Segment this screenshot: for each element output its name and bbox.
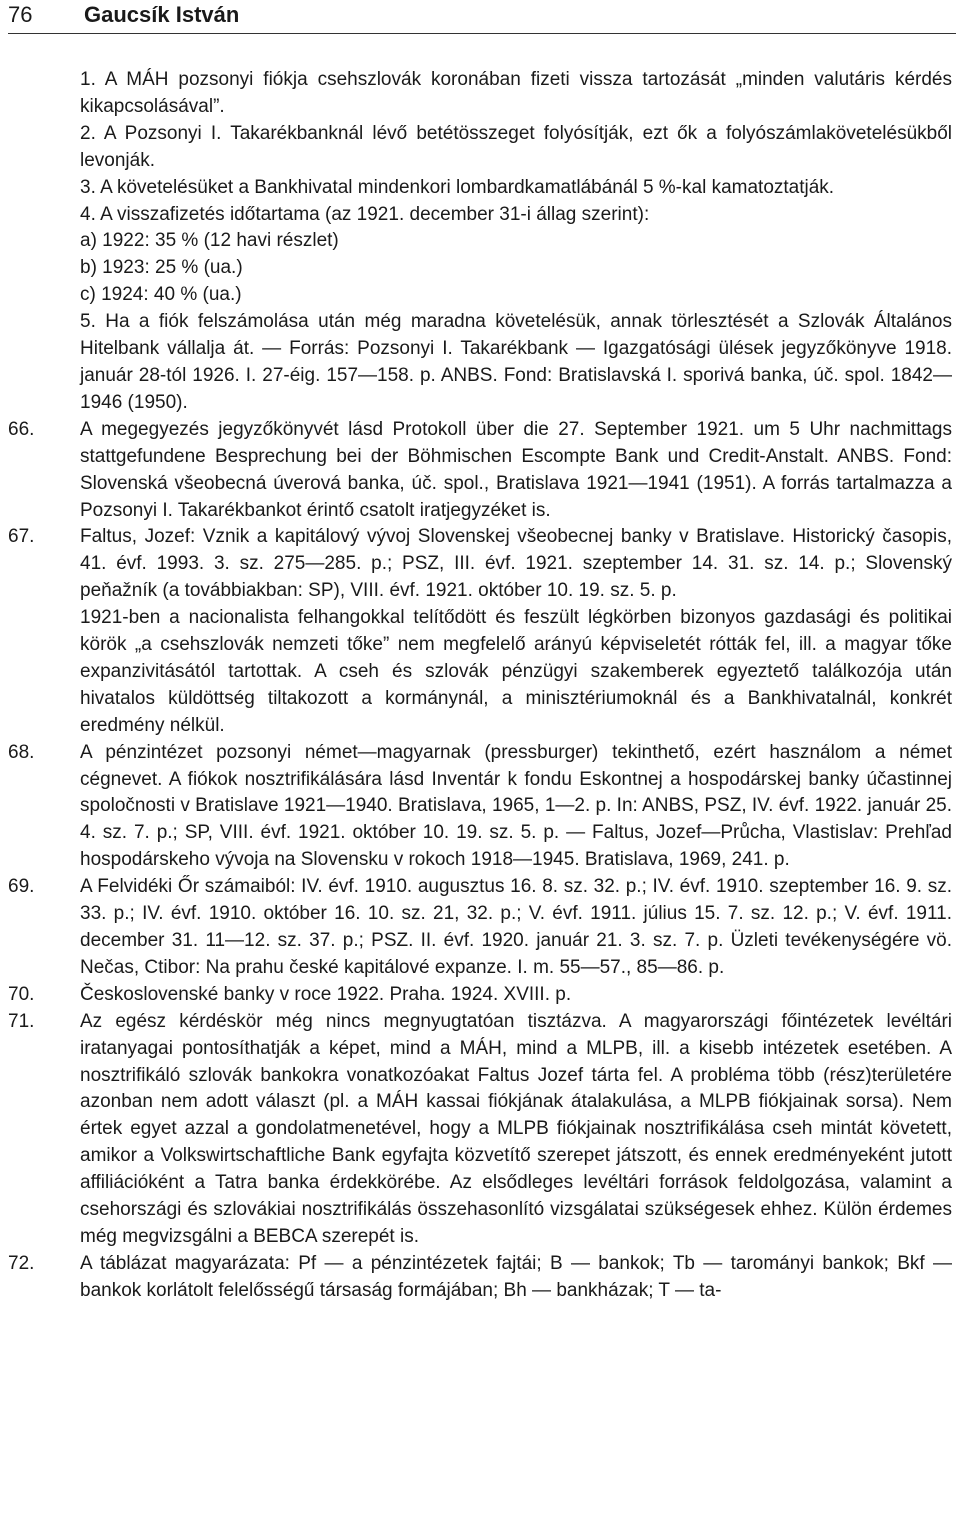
- header-rule: [8, 33, 956, 34]
- footnotes-body: [8, 67, 952, 1305]
- footnote-65-item: c) 1924: 40 % (ua.): [80, 284, 242, 306]
- footnote-text: A megegyezés jegyzőkönyvét lásd Protokoll über die 27. September 1921. um 5 Uhr nachmittags stattgefundene Besprechung bei der Böhmischen Escompte Bank und Credit-Anstalt. ANBS. Fond: Slovenská všeobecná úverová banka, úč. spol., Bratislava 1921—1941 (1951). A forrás tartalmazza a Pozsonyi I. Takarékbankot érintő csatolt iratjegyzéket is.: [80, 418, 952, 521]
- running-head-author: Gaucsík István: [84, 2, 240, 27]
- footnote-65-item: 1. A MÁH pozsonyi fiókja csehszlovák koronában fizeti vissza tartozását „minden valutáris kérdés kikapcsolásával”.: [80, 69, 952, 117]
- footnote-text: Faltus, Jozef: Vznik a kapitálový vývoj Slovenskej všeobecnej banky v Bratislave. Historický časopis, 41. évf. 1993. 3. sz. 275—285. p.; PSZ, III. évf. 1921. szeptember 14. 31. sz. 14. p.; Slovenský peňažník (a továbbiakban: SP), VIII. évf. 1921. október 10. 19. sz. 5. p.: [80, 526, 952, 602]
- footnote-65-item: b) 1923: 25 % (ua.): [80, 257, 243, 279]
- footnote-number: 70.: [8, 983, 35, 1005]
- footnote-text: Az egész kérdéskör még nincs megnyugtatóan tisztázva. A magyarországi főintézetek levéltári iratanyagai pontosíthatják a képet, mind a MÁH, mind a MLPB, ill. a kisebb intézetek esetében. A nosztrifikáló szlovák bankokra vonatkozóakat Faltus Jozef tárta fel. A probléma több (rész)területére azonban nem adott választ (pl. a MÁH kassai fiókjának átalakulása, a MLPB fiókjainak sorsa). Nem értek egyet azzal a gondolatmenetével, hogy a MLPB fiókjainak nosztrifikálása cseh mintát követett, amikor a Volkswirtschaftliche Bank egyfajta közvetítő szerepet játszott, és ennek eredményeként jutott affiliációként a Tatra banka érdekkörébe. Az elsődleges levéltári források feldolgozása, valamint a csehországi és szlovákiai nosztrifikálás összehasonlító vizsgálatai szükségesek ehhez. Külön érdemes még megvizsgálni a BEBCA szerepét is.: [80, 1010, 952, 1247]
- footnote-71: [8, 1009, 952, 1251]
- footnote-number: 68.: [8, 741, 35, 763]
- footnote-65-item: 2. A Pozsonyi I. Takarékbanknál lévő betétösszeget folyósítják, ezt ők a folyószámlakövetelésükből levonják.: [80, 122, 952, 171]
- footnote-65-item: a) 1922: 35 % (12 havi részlet): [80, 230, 339, 252]
- footnote-text: A pénzintézet pozsonyi német—magyarnak (pressburger) tekinthető, ezért használom a német cégnevet. A fiókok nosztrifikálására lásd Inventár k fondu Eskontnej a hospodárskej banky účastinnej spoločnosti v Bratislave 1921—1940. Bratislava, 1965, 1—2. p. In: ANBS, PSZ, IV. évf. 1922. január 25. 4. sz. 7. p.; SP, VIII. évf. 1921. október 10. 19. sz. 5. p. — Faltus, Jozef—Průcha, Vlastislav: Prehľad hospodárskeho vývoja na Slovensku v rokoch 1918—1945. Bratislava, 1969, 241. p.: [80, 741, 952, 871]
- footnote-text: Československé banky v roce 1922. Praha. 1924. XVIII. p.: [80, 983, 572, 1005]
- footnote-65-continued: [8, 67, 952, 417]
- footnote-number: 69.: [8, 876, 35, 898]
- footnote-67: [8, 524, 952, 739]
- footnote-65-item: 3. A követelésüket a Bankhivatal mindenkori lombardkamatlábánál 5 %-kal kamatoztatják.: [80, 176, 835, 198]
- footnote-number: 66.: [8, 418, 35, 440]
- footnote-number: 72.: [8, 1252, 35, 1274]
- footnote-66: [8, 417, 952, 525]
- footnote-number: 67.: [8, 526, 35, 548]
- footnote-69: [8, 874, 952, 982]
- footnote-65-item: 4. A visszafizetés időtartama (az 1921. december 31-i állag szerint):: [80, 203, 650, 225]
- footnote-text: A Felvidéki Őr számaiból: IV. évf. 1910. augusztus 16. 8. sz. 32. p.; IV. évf. 1910. szeptember 16. 9. sz. 33. p.; IV. évf. 1910. október 16. 10. sz. 21, 32. p.; V. évf. 1911. július 15. 7. sz. 12. p.; V. évf. 1911. december 31. 11—12. sz. 37. p.; PSZ. II. évf. 1920. január 21. 3. sz. 7. p. Üzleti tevékenységére vö. Nečas, Ctibor: Na prahu české kapitálové expanze. I. m. 55—57., 85—86. p.: [80, 876, 952, 978]
- footnote-number: 71.: [8, 1010, 35, 1032]
- page-number: 76: [8, 2, 33, 27]
- footnote-68: [8, 740, 952, 875]
- footnote-72: [8, 1251, 952, 1305]
- page-header: [8, 0, 956, 34]
- footnote-65-item: 5. Ha a fiók felszámolása után még maradna követelésük, annak törlesztését a Szlovák Általános Hitelbank vállalja át. — Forrás: Pozsonyi I. Takarékbank — Igazgatósági ülések jegyzőkönyve 1918. január 28-tól 1926. I. 27-éig. 157—158. p. ANBS. Fond: Bratislavská I. sporivá banka, úč. spol. 1842—1946 (1950).: [80, 311, 952, 413]
- footnote-text: 1921-ben a nacionalista felhangokkal telítődött és feszült légkörben bizonyos gazdasági és politikai körök „a csehszlovák nemzeti tőke” nem megfelelő arányú képviseletét rótták fel, ill. a magyar tőke expanzivitásától tartottak. A cseh és szlovák pénzügyi szakemberek egyeztető találkozója után hivatalos küldöttség tiltakozott a kormánynál, a minisztériumoknál és a Bankhivatalnál, konkrét eredmény nélkül.: [80, 607, 952, 736]
- footnote-70: [8, 982, 952, 1009]
- footnote-text: A táblázat magyarázata: Pf — a pénzintézetek fajtái; B — bankok; Tb — tarományi bankok; Bkf — bankok korlátolt felelősségű társaság formájában; Bh — bankházak; T — ta-: [80, 1252, 952, 1301]
